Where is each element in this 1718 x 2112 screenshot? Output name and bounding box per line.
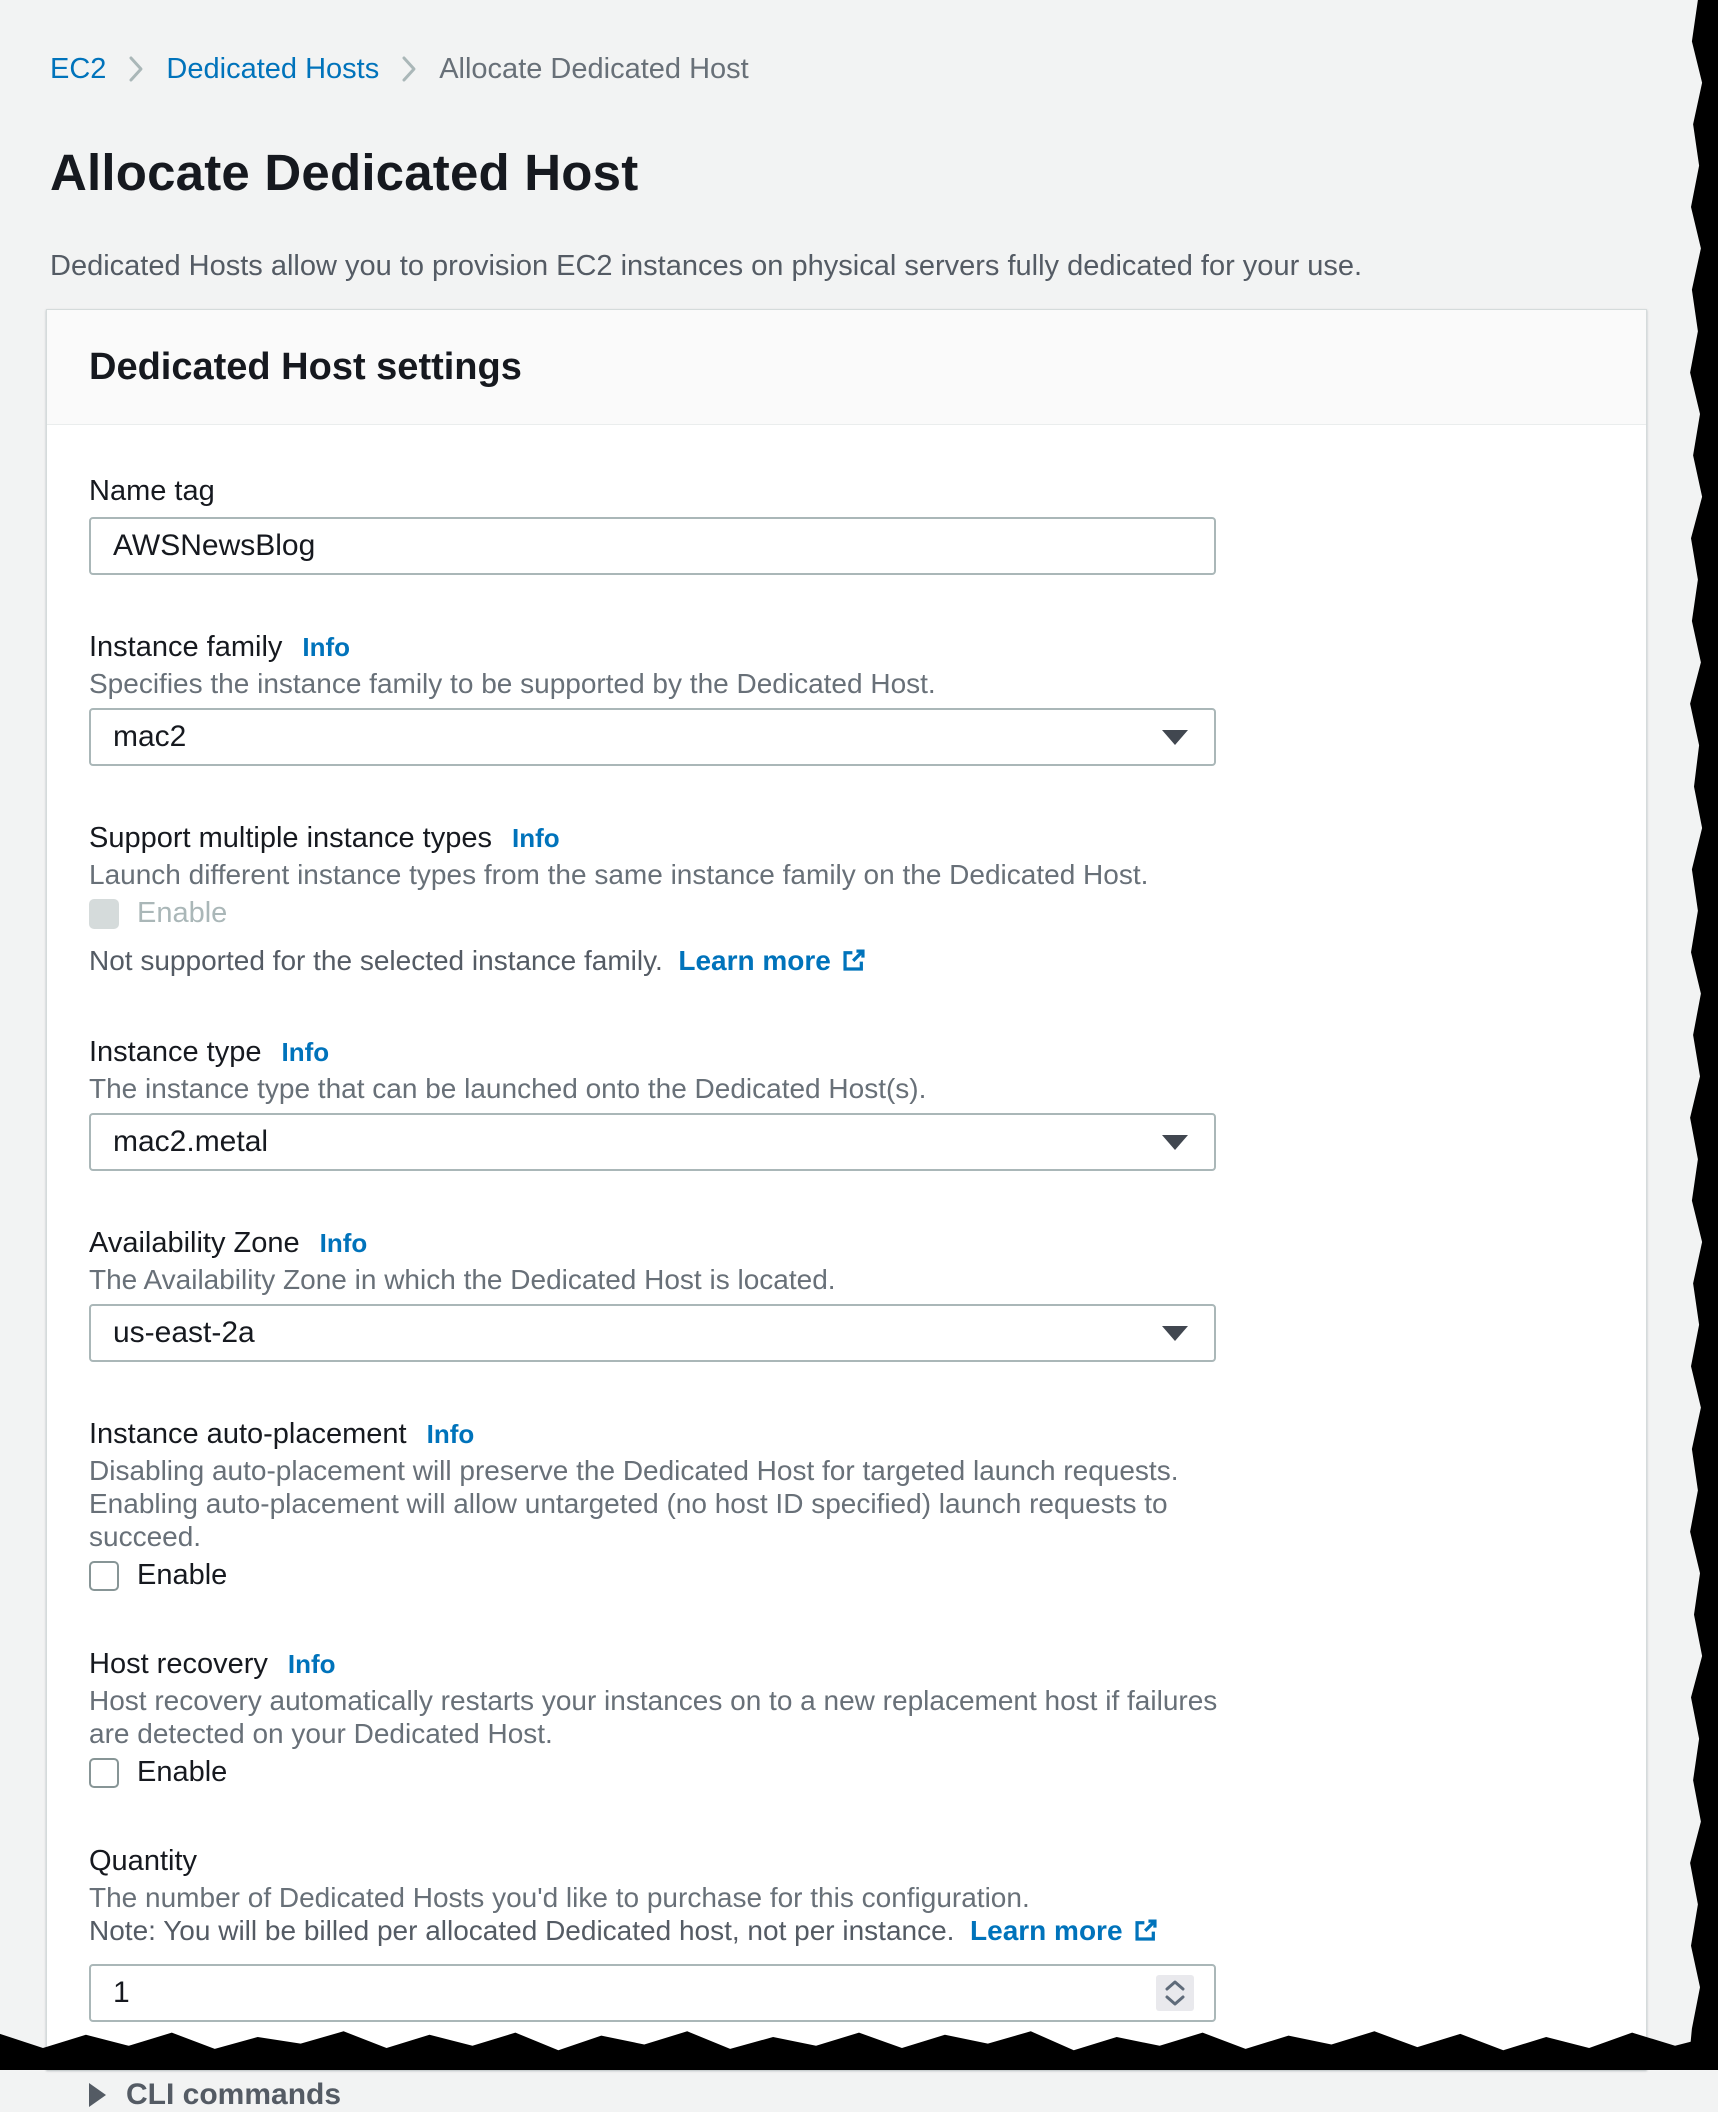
availability-zone-select[interactable]	[89, 1304, 1216, 1362]
name-tag-input[interactable]	[89, 517, 1216, 575]
field-quantity	[89, 1845, 1604, 2022]
info-link[interactable]: Info	[302, 632, 351, 662]
cli-commands-expander[interactable]	[89, 2078, 341, 2112]
torn-edge-right	[1688, 0, 1718, 2070]
instance-type-label: Instance type	[89, 1036, 262, 1068]
page-title: Allocate Dedicated Host	[50, 144, 639, 201]
instance-type-description: The instance type that can be launched onto the Dedicated Host(s).	[89, 1073, 927, 1104]
instance-family-label: Instance family	[89, 631, 283, 663]
host-recovery-enable-checkbox[interactable]	[89, 1758, 119, 1788]
instance-type-select[interactable]	[89, 1113, 1216, 1171]
auto-placement-enable-checkbox[interactable]	[89, 1561, 119, 1591]
quantity-input[interactable]	[91, 1966, 1214, 2020]
auto-placement-enable-label: Enable	[137, 1559, 228, 1591]
breadcrumb-link-dedicated-hosts[interactable]: Dedicated Hosts	[166, 53, 380, 85]
field-instance-type	[89, 1036, 1604, 1171]
breadcrumb-current: Allocate Dedicated Host	[439, 53, 749, 85]
field-support-multiple-instance-types	[89, 822, 1604, 980]
instance-type-selected-value: mac2.metal	[113, 1125, 269, 1158]
multi-instance-note: Not supported for the selected instance family. Learn more	[89, 944, 1229, 980]
host-recovery-description: Host recovery automatically restarts your instances on to a new replacement host if failures are detected on your Dedicated Host.	[89, 1685, 1218, 1749]
multi-instance-enable-label: Enable	[137, 897, 228, 929]
dropdown-caret-icon	[1162, 730, 1188, 745]
external-link-icon	[1133, 1917, 1159, 1950]
info-link[interactable]: Info	[319, 1228, 368, 1258]
multi-instance-enable-row	[89, 897, 1604, 930]
card-body	[47, 425, 1646, 2112]
host-recovery-enable-label: Enable	[137, 1756, 228, 1788]
info-link[interactable]: Info	[512, 823, 560, 853]
host-recovery-enable-row	[89, 1756, 1604, 1789]
breadcrumb	[50, 0, 1718, 86]
card-header-title: Dedicated Host settings	[89, 346, 522, 388]
page-subtitle: Dedicated Hosts allow you to provision EC2 instances on physical servers fully dedicated for your use.	[50, 250, 1363, 282]
card-header	[47, 310, 1646, 425]
availability-zone-selected-value: us-east-2a	[113, 1316, 255, 1349]
dropdown-caret-icon	[1162, 1135, 1188, 1150]
instance-family-select[interactable]	[89, 708, 1216, 766]
breadcrumb-link-ec2[interactable]: EC2	[50, 53, 107, 85]
multi-instance-enable-checkbox	[89, 899, 119, 929]
external-link-icon	[841, 947, 867, 980]
instance-family-description: Specifies the instance family to be supported by the Dedicated Host.	[89, 668, 936, 699]
info-link[interactable]: Info	[287, 1649, 336, 1679]
instance-family-selected-value: mac2	[113, 720, 187, 753]
availability-zone-label: Availability Zone	[89, 1227, 300, 1259]
info-link[interactable]: Info	[281, 1037, 330, 1067]
multi-instance-description: Launch different instance types from the same instance family on the Dedicated Host.	[89, 859, 1149, 890]
multi-instance-label: Support multiple instance types	[89, 822, 492, 854]
field-availability-zone	[89, 1227, 1604, 1362]
auto-placement-enable-row	[89, 1559, 1604, 1592]
field-name-tag	[89, 475, 1604, 575]
learn-more-link[interactable]: Learn more	[970, 1915, 1159, 1946]
dedicated-host-settings-card	[46, 309, 1647, 2111]
host-recovery-label: Host recovery	[89, 1648, 268, 1680]
field-instance-family	[89, 631, 1604, 766]
auto-placement-description: Disabling auto-placement will preserve the Dedicated Host for targeted launch requests. Enabling auto-placement will allow untargeted (no host ID specified) launch requests to succeed.	[89, 1455, 1179, 1552]
auto-placement-label: Instance auto-placement	[89, 1418, 407, 1450]
field-host-recovery	[89, 1648, 1604, 1789]
learn-more-link[interactable]: Learn more	[678, 945, 867, 976]
name-tag-label: Name tag	[89, 475, 215, 507]
breadcrumb-separator-icon	[401, 55, 417, 83]
quantity-note: Note: You will be billed per allocated Dedicated host, not per instance. Learn more	[89, 1914, 1229, 1950]
quantity-label: Quantity	[89, 1845, 197, 1877]
cli-commands-label: CLI commands	[126, 2078, 342, 2111]
field-instance-auto-placement	[89, 1418, 1604, 1592]
dropdown-caret-icon	[1162, 1326, 1188, 1341]
stepper-down-icon	[1164, 1994, 1186, 2007]
quantity-stepper[interactable]	[1156, 1975, 1194, 2011]
quantity-input-wrap	[89, 1964, 1216, 2022]
expand-arrow-icon	[89, 2083, 106, 2107]
availability-zone-description: The Availability Zone in which the Dedicated Host is located.	[89, 1264, 836, 1295]
quantity-description: The number of Dedicated Hosts you'd like to purchase for this configuration.	[89, 1882, 1030, 1913]
breadcrumb-separator-icon	[128, 55, 144, 83]
info-link[interactable]: Info	[426, 1419, 475, 1449]
stepper-up-icon	[1164, 1979, 1186, 1992]
